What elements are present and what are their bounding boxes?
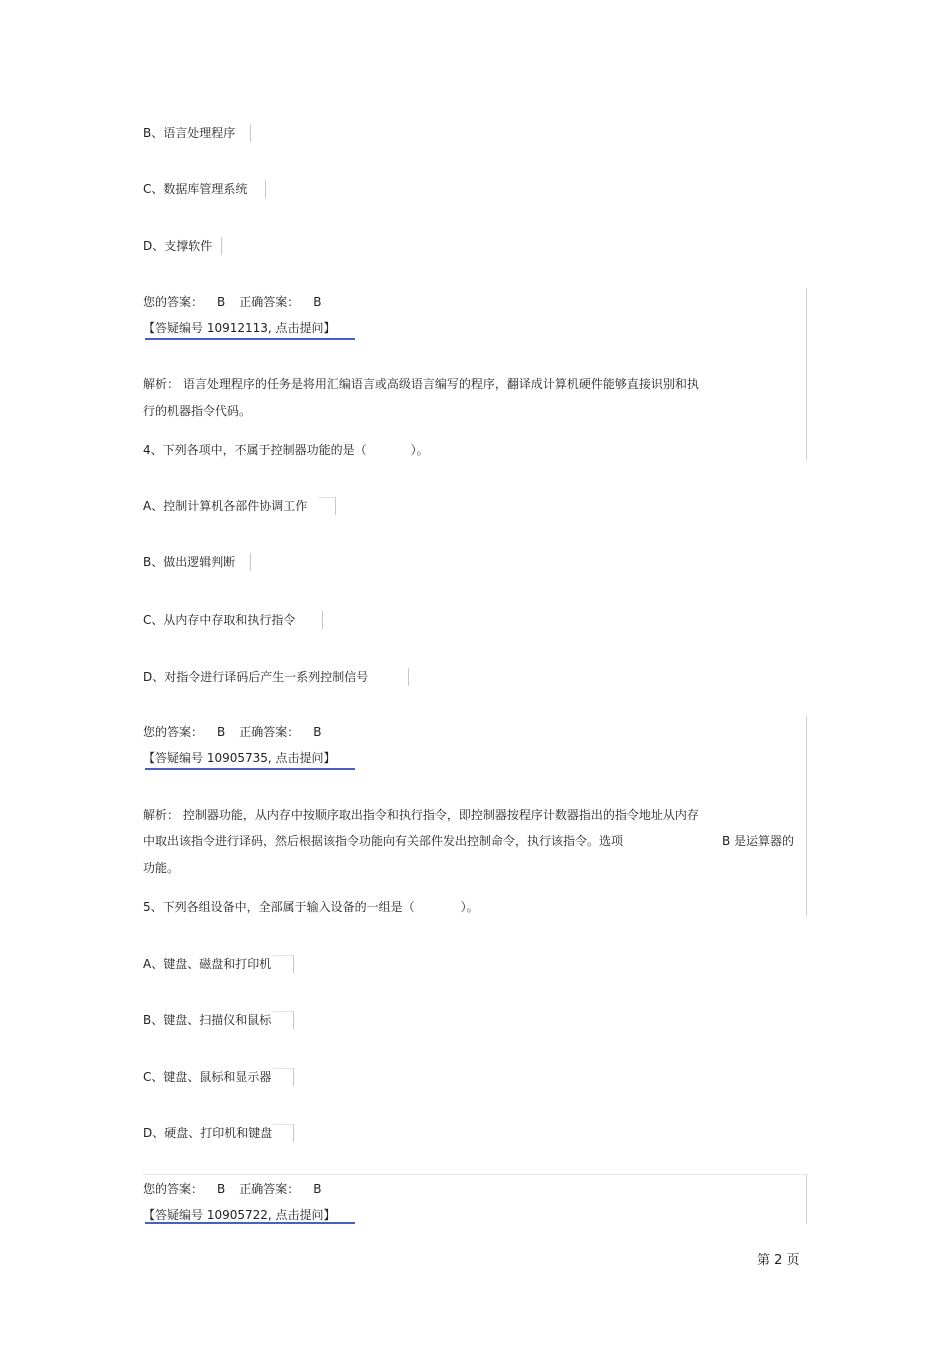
q3-answer-line <box>143 294 322 310</box>
qa-link-underline <box>145 768 355 770</box>
option-label: B、键盘、扫描仪和鼠标 <box>143 1013 272 1027</box>
correct-answer-label: 正确答案： <box>239 725 300 739</box>
correct-answer-label: 正确答案： <box>239 295 300 309</box>
option-topline <box>273 1011 294 1012</box>
q4-answer-line <box>143 724 322 740</box>
correct-answer-value: B <box>313 725 322 739</box>
your-answer-value: B <box>217 295 226 309</box>
answer-block-border <box>806 716 807 916</box>
q3-analysis-line1: 解析： 语言处理程序的任务是将用汇编语言或高级语言编写的程序，翻译成计算机硬件能够直接识别和执 <box>143 377 699 391</box>
option-topline <box>273 1124 294 1125</box>
q3-option-c[interactable] <box>143 180 266 198</box>
option-edge <box>293 955 294 973</box>
your-answer-label: 您的答案： <box>143 1182 204 1196</box>
your-answer-label: 您的答案： <box>143 295 204 309</box>
q5-option-c[interactable] <box>143 1068 294 1086</box>
q3-analysis-line2: 行的机器指令代码。 <box>143 404 252 418</box>
option-label: A、控制计算机各部件协调工作 <box>143 499 308 513</box>
q3-option-b[interactable] <box>143 124 251 142</box>
your-answer-value: B <box>217 725 226 739</box>
answer-block-border <box>806 1174 807 1224</box>
your-answer-label: 您的答案： <box>143 725 204 739</box>
option-edge <box>221 237 222 255</box>
option-edge <box>265 180 266 198</box>
option-label: B、语言处理程序 <box>143 126 236 140</box>
q3-option-d[interactable] <box>143 237 222 255</box>
correct-answer-label: 正确答案： <box>239 1182 300 1196</box>
q4-option-b[interactable] <box>143 553 251 571</box>
q4-stem-end: ）。 <box>410 443 429 457</box>
option-label: D、硬盘、打印机和键盘 <box>143 1126 273 1140</box>
q5-stem-text: 5、下列各组设备中，全部属于输入设备的一组是（ <box>143 900 415 914</box>
option-label: C、从内存中存取和执行指令 <box>143 613 296 627</box>
q4-option-c[interactable] <box>143 611 323 629</box>
option-label: C、数据库管理系统 <box>143 182 248 196</box>
answer-block-border <box>806 288 807 460</box>
option-label: B、做出逻辑判断 <box>143 555 236 569</box>
option-edge <box>408 668 409 686</box>
q5-option-d[interactable] <box>143 1124 294 1142</box>
option-edge <box>250 553 251 571</box>
option-edge <box>293 1124 294 1142</box>
q4-stem-text: 4、下列各项中，不属于控制器功能的是（ <box>143 443 367 457</box>
option-topline <box>318 497 336 498</box>
correct-answer-value: B <box>313 1182 322 1196</box>
q4-stem <box>143 442 429 458</box>
page-number: 第 2 页 <box>757 1253 800 1268</box>
option-edge <box>250 124 251 142</box>
answer-block-top-rule <box>143 1174 807 1175</box>
q5-option-b[interactable] <box>143 1011 294 1029</box>
q5-answer-line <box>143 1181 322 1197</box>
qa-link-underline <box>145 338 355 340</box>
option-edge <box>293 1011 294 1029</box>
option-topline <box>273 1068 294 1069</box>
option-label: A、键盘、磁盘和打印机 <box>143 957 272 971</box>
option-edge <box>322 611 323 629</box>
q3-qa-link[interactable]: 【答疑编号 10912113, 点击提问】 <box>143 321 336 335</box>
q4-option-d[interactable] <box>143 668 409 686</box>
option-label: D、支撑软件 <box>143 239 213 253</box>
option-edge <box>293 1068 294 1086</box>
q4-option-a[interactable] <box>143 497 336 515</box>
q4-analysis-line2b: B 是运算器的 <box>722 834 795 848</box>
q5-option-a[interactable] <box>143 955 294 973</box>
option-label: C、键盘、鼠标和显示器 <box>143 1070 272 1084</box>
q5-stem-end: ）。 <box>460 900 479 914</box>
q5-stem <box>143 899 479 915</box>
q4-qa-link[interactable]: 【答疑编号 10905735, 点击提问】 <box>143 751 336 765</box>
q4-analysis-line2a: 中取出该指令进行译码，然后根据该指令功能向有关部件发出控制命令，执行该指令。选项 <box>143 834 624 848</box>
option-edge <box>335 497 336 515</box>
qa-link-underline <box>145 1222 355 1224</box>
option-topline <box>273 955 294 956</box>
q4-analysis-line1: 解析： 控制器功能，从内存中按顺序取出指令和执行指令，即控制器按程序计数器指出的指令地址从内存 <box>143 808 699 822</box>
your-answer-value: B <box>217 1182 226 1196</box>
option-label: D、对指令进行译码后产生一系列控制信号 <box>143 670 369 684</box>
correct-answer-value: B <box>313 295 322 309</box>
q5-qa-link[interactable]: 【答疑编号 10905722, 点击提问】 <box>143 1208 336 1222</box>
q4-analysis-line3: 功能。 <box>143 861 180 875</box>
